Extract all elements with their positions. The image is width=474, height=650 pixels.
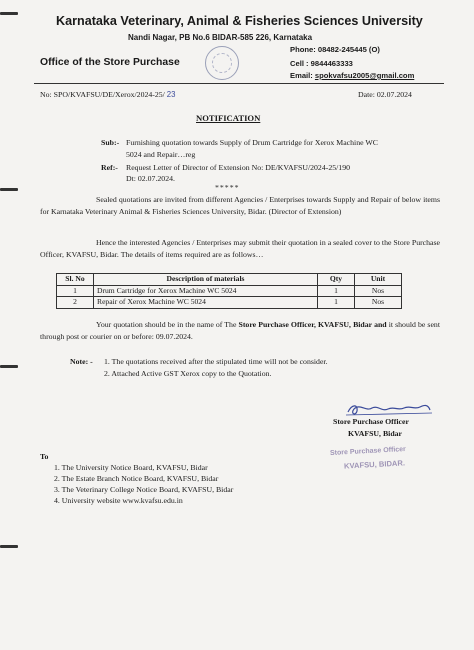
recipient-item: 2. The Estate Branch Notice Board, KVAFSU, Bidar <box>54 474 219 483</box>
office-name: Office of the Store Purchase <box>40 57 180 68</box>
table-header-row <box>57 274 402 286</box>
punch-mark <box>0 545 18 548</box>
university-address: Nandi Nagar, PB No.6 BIDAR-585 226, Karnataka <box>128 33 313 42</box>
invitation-paragraph: Sealed quotations are invited from different Agencies / Enterprises towards Supply and Repair of below items for Karnataka Veterinary Animal & Fisheries Sciences University, Bidar. (Director of Extension) <box>40 195 440 217</box>
note-item: 1. The quotations received after the stipulated time will not be consider. <box>104 357 328 366</box>
signatory-title: Store Purchase Officer <box>333 417 409 426</box>
signatory-org: KVAFSU, Bidar <box>348 429 403 438</box>
table-cell: 1 <box>318 297 355 309</box>
quotation-instruction: Your quotation should be in the name of The Store Purchase Officer, KVAFSU, Bidar and it should be sent through post or courier on or before: 09.07.2024. <box>40 320 440 342</box>
reference-label: Ref:- <box>101 163 118 172</box>
table-header: Sl. No <box>57 274 94 286</box>
table-header: Qty <box>318 274 355 286</box>
office-cell: Cell : 9844463333 <box>290 59 353 68</box>
reference-line: Request Letter of Director of Extension No: DE/KVAFSU/2024-25/190 <box>126 163 350 172</box>
punch-mark <box>0 188 18 191</box>
recipient-item: 3. The Veterinary College Notice Board, KVAFSU, Bidar <box>54 485 234 494</box>
table-cell: Repair of Xerox Machine WC 5024 <box>94 297 318 309</box>
table-row <box>57 297 402 309</box>
email-link[interactable]: spokvafsu2005@gmail.com <box>314 71 415 80</box>
punch-mark <box>0 12 18 15</box>
table-cell: Drum Cartridge for Xerox Machine WC 5024 <box>94 285 318 297</box>
letter-date: Date: 02.07.2024 <box>358 90 412 99</box>
handwritten-number: 23 <box>166 90 176 99</box>
office-stamp: Store Purchase Officer <box>329 446 407 457</box>
table-row <box>57 285 402 297</box>
reference-number: No: SPO/KVAFSU/DE/Xerox/2024-25/ 23 <box>40 90 176 99</box>
note-label: Note: - <box>70 357 93 366</box>
table-cell: 1 <box>318 285 355 297</box>
recipient-item: 4. University website www.kvafsu.edu.in <box>54 496 183 505</box>
recipient-item: 1. The University Notice Board, KVAFSU, Bidar <box>54 463 208 472</box>
items-table <box>56 273 402 309</box>
table-cell: 1 <box>57 285 94 297</box>
recipients-label: To <box>40 452 49 461</box>
signature-icon <box>344 400 434 418</box>
separator-stars: ***** <box>215 183 240 192</box>
university-name: Karnataka Veterinary, Animal & Fisheries Sciences University <box>56 14 423 28</box>
table-cell: 2 <box>57 297 94 309</box>
table-header: Unit <box>355 274 402 286</box>
notification-title: NOTIFICATION <box>196 113 261 123</box>
office-stamp: KVAFSU, BIDAR. <box>343 458 406 471</box>
office-email: Email: spokvafsu2005@gmail.com <box>290 71 415 80</box>
punch-mark <box>0 365 18 368</box>
university-seal-icon <box>205 46 239 80</box>
table-header: Description of materials <box>94 274 318 286</box>
subject-line: 5024 and Repair…reg <box>126 150 196 159</box>
subject-label: Sub:- <box>101 138 120 147</box>
table-cell: Nos <box>355 297 402 309</box>
note-item: 2. Attached Active GST Xerox copy to the Quotation. <box>104 369 272 378</box>
office-phone: Phone: 08482-245445 (O) <box>290 45 380 54</box>
table-cell: Nos <box>355 285 402 297</box>
subject-line: Furnishing quotation towards Supply of Drum Cartridge for Xerox Machine WC <box>126 138 378 147</box>
header-divider <box>34 83 444 84</box>
reference-line: Dt: 02.07.2024. <box>126 174 175 183</box>
submission-paragraph: Hence the interested Agencies / Enterprises may submit their quotation in a sealed cover to the Store Purchase Officer, KVAFSU, Bidar. The details of items required are as follows… <box>40 238 440 260</box>
